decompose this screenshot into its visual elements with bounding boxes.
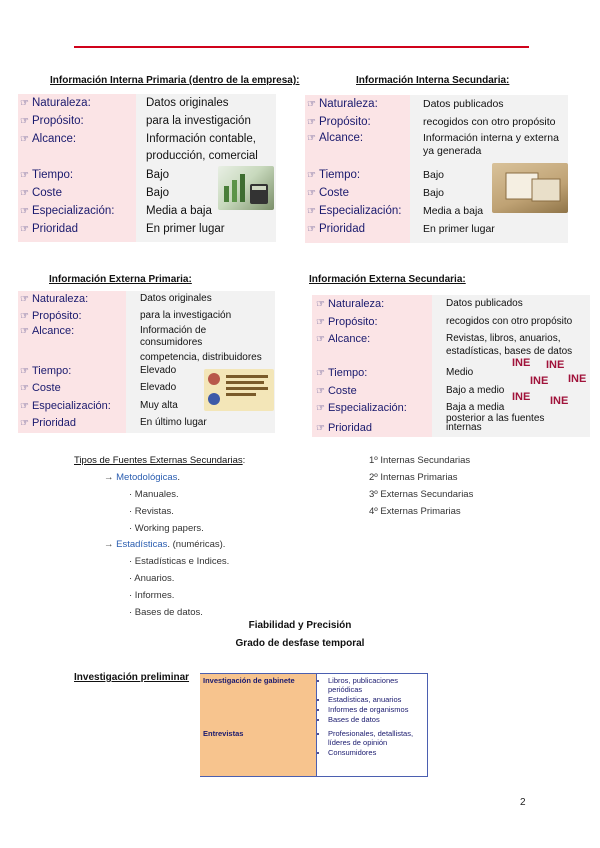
table-cell (317, 674, 428, 728)
ies-label: Prioridad (327, 422, 372, 434)
iep-value: Muy alta (140, 400, 178, 411)
list-item: • Informes de organismos (328, 705, 424, 714)
ies-label: Alcance: (327, 333, 371, 345)
ies-label: Especialización: (327, 402, 407, 414)
pointing-hand-icon: ☞ (20, 366, 29, 377)
ies-label: Propósito: (327, 316, 378, 328)
ine-logo: INE (512, 357, 531, 369)
iep-label: Especialización: (31, 400, 111, 412)
iip-value: Datos originales (146, 97, 229, 109)
pointing-hand-icon: ☞ (307, 224, 316, 235)
iip-label: Prioridad (31, 223, 78, 235)
pointing-hand-icon: ☞ (20, 188, 29, 199)
iep-label: Propósito: (31, 310, 82, 322)
table-key: Investigación de gabinete (200, 674, 317, 728)
iis-label: Alcance: (318, 132, 364, 144)
est-item: · Anuarios. (129, 573, 175, 584)
survey-people-icon (204, 369, 274, 411)
met-item: · Revistas. (129, 506, 174, 517)
iip-value: para la investigación (146, 115, 251, 127)
table-key: Entrevistas (200, 727, 317, 777)
pointing-hand-icon: ☞ (20, 294, 29, 305)
pointing-hand-icon: ☞ (316, 423, 325, 434)
est-item: · Bases de datos. (129, 607, 203, 618)
pointing-hand-icon: ☞ (20, 401, 29, 412)
pointing-hand-icon: ☞ (316, 334, 325, 345)
pointing-hand-icon: ☞ (20, 98, 29, 109)
ine-logo: INE (512, 391, 531, 403)
iis-value: Media a baja (423, 205, 484, 217)
iip-value: En primer lugar (146, 223, 225, 235)
iep-title: Información Externa Primaria: (49, 274, 192, 285)
iip-label: Naturaleza: (31, 97, 91, 109)
pointing-hand-icon: ☞ (307, 133, 316, 144)
iis-title: Información Interna Secundaria: (356, 75, 510, 86)
pointing-hand-icon: ☞ (20, 224, 29, 235)
iis-value-cont: ya generada (423, 145, 482, 157)
ies-value: Bajo a medio (446, 385, 505, 396)
list-item: • Estadísticas, anuarios (328, 695, 424, 704)
ies-title: Información Externa Secundaria: (309, 274, 466, 285)
ine-logo: INE (530, 375, 549, 387)
iep-label: Naturaleza: (31, 293, 89, 305)
iep-label: Tiempo: (31, 365, 72, 377)
iip-label: Propósito: (31, 115, 84, 127)
ies-value: Revistas, libros, anuarios, (446, 333, 561, 344)
iis-value: En primer lugar (423, 223, 495, 235)
iep-value-cont: competencia, distribuidores (140, 352, 262, 363)
pointing-hand-icon: ☞ (20, 311, 29, 322)
iep-value-cont: consumidores (140, 337, 203, 348)
iep-value: para la investigación (140, 310, 232, 321)
investigacion-title: Investigación preliminar (74, 672, 190, 683)
pointing-hand-icon: ☞ (307, 206, 316, 217)
iep-box (18, 291, 275, 433)
iip-value: Media a baja (146, 205, 212, 217)
pointing-hand-icon: ☞ (307, 188, 316, 199)
folder-icon (492, 163, 568, 213)
pointing-hand-icon: ☞ (20, 116, 29, 127)
iis-value: Bajo (423, 169, 445, 181)
pointing-hand-icon: ☞ (316, 368, 325, 379)
pointing-hand-icon: ☞ (20, 170, 29, 181)
pointing-hand-icon: ☞ (316, 299, 325, 310)
iip-value: Bajo (146, 169, 170, 181)
fuentes-list (74, 455, 374, 625)
met-item: · Working papers. (129, 523, 204, 534)
iis-label: Coste (318, 187, 350, 199)
ine-logos (510, 357, 590, 413)
orden-list (369, 455, 569, 525)
est-item: · Estadísticas e Indices. (129, 556, 230, 567)
orden-item: 2º Internas Primarias (369, 472, 458, 483)
list-item: • Libros, publicaciones periódicas (328, 676, 424, 694)
pointing-hand-icon: ☞ (20, 383, 29, 394)
iip-box (18, 94, 276, 242)
ies-label: Naturaleza: (327, 298, 385, 310)
iep-value: Elevado (140, 365, 177, 376)
iep-label: Alcance: (31, 325, 75, 337)
calculator-photo (218, 166, 274, 210)
iis-label: Tiempo: (318, 169, 361, 181)
iep-value: Elevado (140, 382, 177, 393)
page-number: 2 (520, 797, 526, 808)
iep-value: En último lugar (140, 417, 207, 428)
ies-label: Tiempo: (327, 367, 368, 379)
iip-label: Alcance: (31, 133, 77, 145)
fiabilidad-heading: Fiabilidad y Precisión (248, 620, 352, 631)
ies-value: recogidos con otro propósito (446, 316, 573, 327)
iep-value: Datos originales (140, 293, 212, 304)
ine-logo: INE (568, 373, 587, 385)
ies-value: Medio (446, 367, 474, 378)
metodologicas-link[interactable]: Metodológicas (116, 472, 178, 483)
iip-title: Información Interna Primaria (dentro de la empresa): (50, 75, 300, 86)
folder-photo (492, 163, 568, 213)
pointing-hand-icon: ☞ (307, 170, 316, 181)
pointing-hand-icon: ☞ (316, 386, 325, 397)
metodologicas-suffix: . (177, 472, 181, 483)
pointing-hand-icon: ☞ (316, 403, 325, 414)
met-item: · Manuales. (129, 489, 179, 500)
iis-label: Naturaleza: (318, 98, 378, 110)
table-row (200, 674, 428, 728)
ies-value: Baja a media (446, 402, 505, 413)
iip-value-cont: producción, comercial (146, 150, 258, 162)
pointing-hand-icon: ☞ (307, 117, 316, 128)
iip-label: Coste (31, 187, 63, 199)
iep-label: Coste (31, 382, 61, 394)
list-item: • Profesionales, detallistas, líderes de opinión (328, 729, 424, 747)
arrow-icon: → (104, 472, 114, 483)
pointing-hand-icon: ☞ (316, 317, 325, 328)
table-cell (317, 727, 428, 777)
iis-value: Bajo (423, 187, 445, 199)
iep-label: Prioridad (31, 417, 76, 429)
ies-value-cont: posterior a las fuentes (446, 413, 545, 424)
iis-label: Prioridad (318, 223, 365, 235)
estadisticas-suffix: . (numéricas). (167, 539, 226, 550)
orden-item: 4º Externas Primarias (369, 506, 461, 517)
ies-value-cont: internas (446, 422, 482, 433)
iis-value: recogidos con otro propósito (423, 116, 556, 128)
ine-logo: INE (546, 359, 565, 371)
ies-label: Coste (327, 385, 357, 397)
iep-value: Información de (140, 325, 207, 336)
iip-value: Bajo (146, 187, 170, 199)
iip-label: Tiempo: (31, 169, 74, 181)
fuentes-title: Tipos de Fuentes Externas Secundarias (74, 455, 243, 466)
iis-label: Propósito: (318, 116, 371, 128)
arrow-icon: → (104, 539, 114, 550)
iis-value: Información interna y externa (423, 132, 559, 144)
iip-value: Información contable, (146, 133, 256, 145)
ies-value-cont: estadísticas, bases de datos (446, 346, 573, 357)
iis-box (305, 95, 568, 243)
pointing-hand-icon: ☞ (20, 326, 29, 337)
estadisticas-link[interactable]: Estadísticas (116, 539, 168, 550)
fuentes-title-suffix: : (242, 455, 246, 466)
list-item: • Consumidores (328, 748, 424, 757)
header-red-rule (74, 46, 529, 48)
desfase-heading: Grado de desfase temporal (235, 638, 365, 649)
iip-label: Especialización: (31, 205, 115, 217)
ies-value: Datos publicados (446, 298, 523, 309)
ies-box (312, 295, 590, 437)
pointing-hand-icon: ☞ (307, 99, 316, 110)
survey-photo (204, 369, 274, 411)
orden-item: 3º Externas Secundarias (369, 489, 474, 500)
table-row (200, 727, 428, 777)
est-item: · Informes. (129, 590, 175, 601)
pointing-hand-icon: ☞ (20, 134, 29, 145)
pointing-hand-icon: ☞ (20, 418, 29, 429)
list-item: • Bases de datos (328, 715, 424, 724)
investigacion-table (200, 673, 428, 777)
chart-calculator-icon (218, 166, 274, 210)
orden-item: 1º Internas Secundarias (369, 455, 471, 466)
iis-label: Especialización: (318, 205, 402, 217)
iis-value: Datos publicados (423, 98, 504, 110)
ine-logo: INE (550, 395, 569, 407)
pointing-hand-icon: ☞ (20, 206, 29, 217)
